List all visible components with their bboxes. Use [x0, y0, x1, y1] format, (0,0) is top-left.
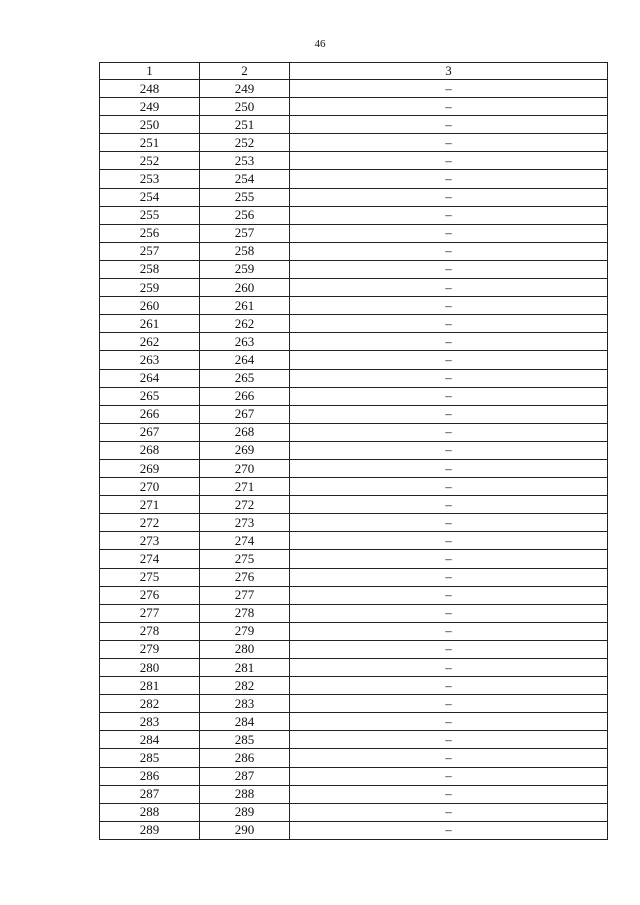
table-row	[100, 586, 608, 604]
table-row	[100, 604, 608, 622]
table-cell-col2: 288	[200, 785, 290, 803]
table-cell-col3: –	[290, 659, 608, 677]
table-row	[100, 242, 608, 260]
table-cell-col3: –	[290, 188, 608, 206]
table-cell-col1: 258	[100, 260, 200, 278]
table-cell-col3: –	[290, 622, 608, 640]
table-cell-col3: –	[290, 514, 608, 532]
table-header-row	[100, 63, 608, 80]
table-cell-col1: 267	[100, 423, 200, 441]
table-cell-col1: 273	[100, 532, 200, 550]
table-row	[100, 659, 608, 677]
table-header	[100, 63, 608, 80]
table-cell-col2: 287	[200, 767, 290, 785]
table-row	[100, 821, 608, 839]
table-cell-col1: 266	[100, 405, 200, 423]
column-header-1: 1	[100, 63, 200, 80]
table-cell-col2: 280	[200, 640, 290, 658]
table-cell-col3: –	[290, 351, 608, 369]
table-row	[100, 279, 608, 297]
table-row	[100, 731, 608, 749]
table-cell-col1: 253	[100, 170, 200, 188]
table-cell-col1: 261	[100, 315, 200, 333]
table-cell-col2: 256	[200, 206, 290, 224]
table-row	[100, 369, 608, 387]
table-row	[100, 351, 608, 369]
table-cell-col2: 273	[200, 514, 290, 532]
table-row	[100, 478, 608, 496]
table-cell-col3: –	[290, 586, 608, 604]
table-cell-col2: 260	[200, 279, 290, 297]
table-cell-col2: 269	[200, 441, 290, 459]
table-row	[100, 98, 608, 116]
table-row	[100, 405, 608, 423]
table-cell-col2: 281	[200, 659, 290, 677]
table-row	[100, 677, 608, 695]
table-cell-col1: 250	[100, 116, 200, 134]
table-cell-col1: 252	[100, 152, 200, 170]
table-cell-col3: –	[290, 170, 608, 188]
table-cell-col1: 254	[100, 188, 200, 206]
table-cell-col2: 252	[200, 134, 290, 152]
table-cell-col3: –	[290, 640, 608, 658]
table-row	[100, 514, 608, 532]
table-row	[100, 333, 608, 351]
table-row	[100, 568, 608, 586]
table-cell-col2: 270	[200, 459, 290, 477]
table-cell-col3: –	[290, 152, 608, 170]
table-cell-col2: 283	[200, 695, 290, 713]
table-cell-col1: 272	[100, 514, 200, 532]
table-row	[100, 640, 608, 658]
table-row	[100, 459, 608, 477]
table-cell-col3: –	[290, 713, 608, 731]
table-cell-col1: 256	[100, 224, 200, 242]
table-row	[100, 423, 608, 441]
table-cell-col3: –	[290, 297, 608, 315]
table-cell-col3: –	[290, 441, 608, 459]
table-cell-col2: 265	[200, 369, 290, 387]
table-cell-col1: 255	[100, 206, 200, 224]
table-cell-col1: 288	[100, 803, 200, 821]
table-cell-col3: –	[290, 749, 608, 767]
table-cell-col1: 249	[100, 98, 200, 116]
table-cell-col3: –	[290, 134, 608, 152]
table-row	[100, 622, 608, 640]
table-cell-col3: –	[290, 568, 608, 586]
table-cell-col2: 261	[200, 297, 290, 315]
table-cell-col1: 264	[100, 369, 200, 387]
table-row	[100, 441, 608, 459]
table-cell-col3: –	[290, 496, 608, 514]
table-cell-col2: 290	[200, 821, 290, 839]
data-table	[99, 62, 608, 840]
table-cell-col3: –	[290, 206, 608, 224]
table-cell-col3: –	[290, 731, 608, 749]
table-cell-col1: 268	[100, 441, 200, 459]
table-cell-col1: 257	[100, 242, 200, 260]
table-row	[100, 188, 608, 206]
table-cell-col1: 251	[100, 134, 200, 152]
table-cell-col1: 284	[100, 731, 200, 749]
table-cell-col1: 282	[100, 695, 200, 713]
table-row	[100, 749, 608, 767]
table-cell-col1: 248	[100, 80, 200, 98]
table-row	[100, 496, 608, 514]
table-cell-col1: 260	[100, 297, 200, 315]
table-cell-col2: 285	[200, 731, 290, 749]
table-row	[100, 713, 608, 731]
table-cell-col3: –	[290, 242, 608, 260]
table-row	[100, 695, 608, 713]
table-cell-col1: 269	[100, 459, 200, 477]
table-cell-col3: –	[290, 550, 608, 568]
column-header-3: 3	[290, 63, 608, 80]
table-cell-col1: 285	[100, 749, 200, 767]
table-cell-col2: 266	[200, 387, 290, 405]
table-cell-col1: 270	[100, 478, 200, 496]
table-row	[100, 297, 608, 315]
table-cell-col1: 265	[100, 387, 200, 405]
table-cell-col2: 271	[200, 478, 290, 496]
table-cell-col3: –	[290, 116, 608, 134]
table-row	[100, 80, 608, 98]
table-row	[100, 387, 608, 405]
table-cell-col1: 281	[100, 677, 200, 695]
table-cell-col2: 262	[200, 315, 290, 333]
table-row	[100, 206, 608, 224]
table-row	[100, 785, 608, 803]
table-row	[100, 803, 608, 821]
table-cell-col1: 279	[100, 640, 200, 658]
table-row	[100, 532, 608, 550]
table-row	[100, 116, 608, 134]
table-cell-col3: –	[290, 677, 608, 695]
table-row	[100, 170, 608, 188]
table-cell-col3: –	[290, 315, 608, 333]
table-cell-col3: –	[290, 333, 608, 351]
table-cell-col2: 275	[200, 550, 290, 568]
table-cell-col2: 249	[200, 80, 290, 98]
table-cell-col1: 275	[100, 568, 200, 586]
table-cell-col2: 267	[200, 405, 290, 423]
table-cell-col1: 287	[100, 785, 200, 803]
table-cell-col1: 263	[100, 351, 200, 369]
table-cell-col2: 289	[200, 803, 290, 821]
table-cell-col1: 262	[100, 333, 200, 351]
table-cell-col2: 254	[200, 170, 290, 188]
table-cell-col3: –	[290, 423, 608, 441]
table-cell-col3: –	[290, 695, 608, 713]
table-cell-col3: –	[290, 532, 608, 550]
table-cell-col3: –	[290, 279, 608, 297]
table-cell-col1: 276	[100, 586, 200, 604]
table-cell-col2: 257	[200, 224, 290, 242]
table-cell-col1: 283	[100, 713, 200, 731]
table-cell-col3: –	[290, 604, 608, 622]
table-cell-col1: 274	[100, 550, 200, 568]
table-cell-col3: –	[290, 369, 608, 387]
table-row	[100, 152, 608, 170]
table-cell-col3: –	[290, 405, 608, 423]
table-cell-col2: 274	[200, 532, 290, 550]
column-header-2: 2	[200, 63, 290, 80]
table-cell-col2: 258	[200, 242, 290, 260]
table-cell-col3: –	[290, 387, 608, 405]
table-cell-col2: 255	[200, 188, 290, 206]
table-cell-col2: 250	[200, 98, 290, 116]
table-cell-col2: 268	[200, 423, 290, 441]
table-row	[100, 260, 608, 278]
table-cell-col1: 271	[100, 496, 200, 514]
table-row	[100, 550, 608, 568]
table-cell-col2: 253	[200, 152, 290, 170]
table-cell-col3: –	[290, 98, 608, 116]
table-cell-col1: 289	[100, 821, 200, 839]
table-cell-col2: 277	[200, 586, 290, 604]
table-cell-col2: 251	[200, 116, 290, 134]
table-cell-col2: 284	[200, 713, 290, 731]
table-row	[100, 224, 608, 242]
table-cell-col3: –	[290, 478, 608, 496]
table-cell-col2: 259	[200, 260, 290, 278]
table-cell-col3: –	[290, 260, 608, 278]
table-cell-col2: 286	[200, 749, 290, 767]
table-cell-col3: –	[290, 821, 608, 839]
table-cell-col1: 286	[100, 767, 200, 785]
table-cell-col2: 272	[200, 496, 290, 514]
table-cell-col2: 279	[200, 622, 290, 640]
table-cell-col2: 264	[200, 351, 290, 369]
table-cell-col2: 278	[200, 604, 290, 622]
table-cell-col1: 280	[100, 659, 200, 677]
table-cell-col3: –	[290, 224, 608, 242]
table-cell-col1: 259	[100, 279, 200, 297]
table-cell-col2: 282	[200, 677, 290, 695]
table-cell-col3: –	[290, 459, 608, 477]
table-row	[100, 767, 608, 785]
table-row	[100, 134, 608, 152]
table-cell-col1: 277	[100, 604, 200, 622]
page-number: 46	[314, 38, 326, 50]
table-cell-col3: –	[290, 785, 608, 803]
table-cell-col2: 263	[200, 333, 290, 351]
table-body	[100, 80, 608, 840]
table-cell-col3: –	[290, 803, 608, 821]
table-cell-col3: –	[290, 80, 608, 98]
table-cell-col1: 278	[100, 622, 200, 640]
table-row	[100, 315, 608, 333]
table-cell-col2: 276	[200, 568, 290, 586]
table-cell-col3: –	[290, 767, 608, 785]
